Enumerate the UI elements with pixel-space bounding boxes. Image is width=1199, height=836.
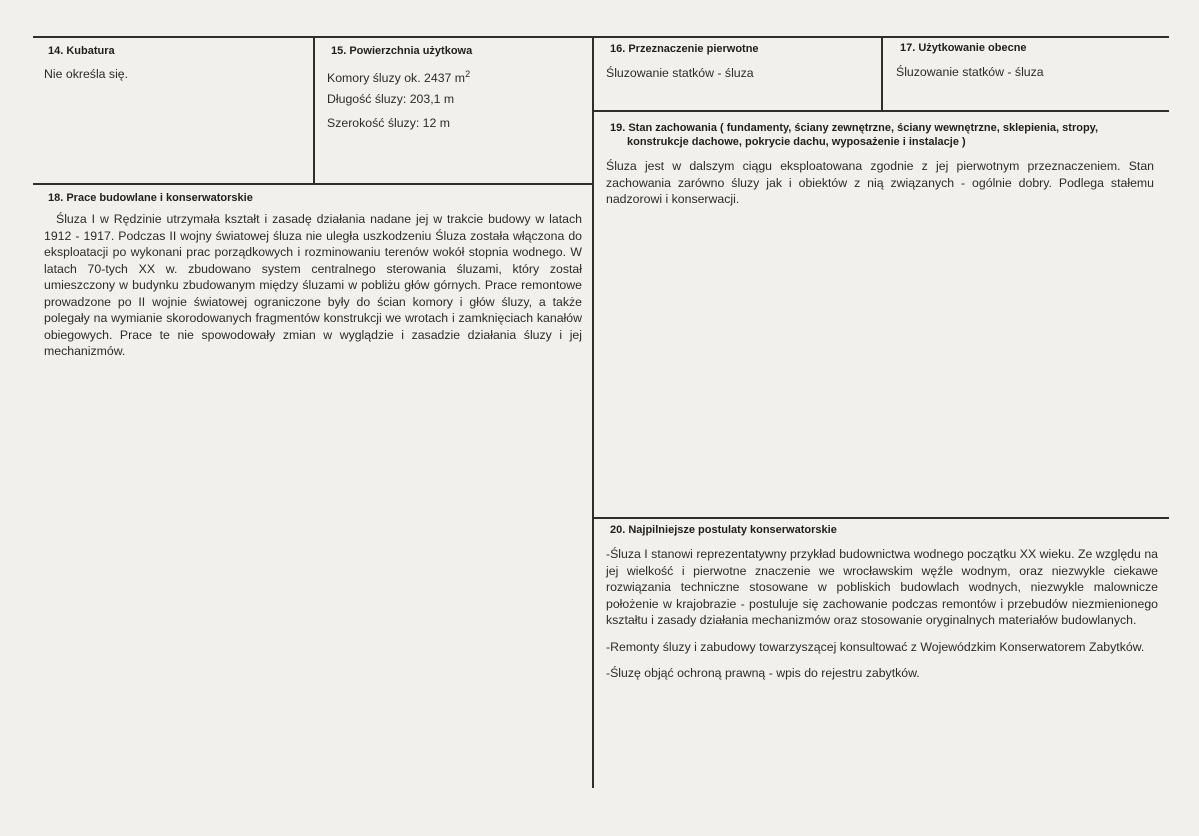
section-19-text: Śluza jest w dalszym ciągu eksploatowana zgodnie z jej pierwotnym przeznaczeniem. Stan zachowania zarówno śluzy jak i obiektów z nią związanych - ogólnie dobry. Podlega stałemu nadzorowi i konserwacji. [606,159,1154,206]
section-20-title: 20. Najpilniejsze postulaty konserwatorskie [610,524,837,536]
rule-mid-right [593,517,1169,519]
section-19-title-line-1: 19. Stan zachowania ( fundamenty, ściany zewnętrzne, ściany wewnętrzne, sklepienia, stropy, [610,122,1099,134]
rule-col-2 [592,36,594,788]
section-15-title: 15. Powierzchnia użytkowa [331,45,473,57]
section-15-area [327,66,470,87]
section-20-paragraph-3: -Śluzę objąć ochroną prawną - wpis do rejestru zabytków. [606,666,920,680]
section-18-text: Śluza I w Rędzinie utrzymała kształt i zasadę działania nadane jej w trakcie budowy w latach 1912 - 1917. Podczas II wojny światowej śluza nie uległa uszkodzeniu Śluza została włączona do eksploatacji po wykonani prac porządkowych i rozminowaniu terenów wokół stopnia wodnego. W latach 70-tych XX w. zbudowano system centralnego sterowania śluzami, który został umieszczony w budynku zbudowanym między śluzami w pobliżu głów górnych. Prace remontowe prowadzone po II wojnie światowej ograniczone były do ścian komory i głów śluzy, a także polegały na wymianie skorodowanych fragmentów konstrukcji we wrotach i zamknięciach kanałów obiegowych. Prace te nie spowodowały zmian w wyglądzie i zasadzie działania śluzy i jej mechanizmów. [44,212,582,358]
section-17-title: 17. Użytkowanie obecne [900,42,1027,54]
section-16-text: Śluzowanie statków - śluza [606,66,754,80]
section-15-area-unit-sup: 2 [465,69,471,79]
section-17-text: Śluzowanie statków - śluza [896,65,1044,79]
section-15-width: Szerokość śluzy: 12 m [327,116,451,130]
section-14-text: Nie określa się. [44,67,129,81]
section-14-title: 14. Kubatura [48,45,115,57]
section-18-title: 18. Prace budowlane i konserwatorskie [48,192,253,204]
rule-col-1 [313,36,315,184]
section-20-paragraph-2: -Remonty śluzy i zabudowy towarzyszącej konsultować z Wojewódzkim Konserwatorem Zabytków. [606,639,1145,654]
section-15-length: Długość śluzy: 203,1 m [327,92,455,106]
section-20-body [606,546,1158,682]
rule-top [33,36,1169,38]
section-20-paragraph-1: -Śluza I stanowi reprezentatywny przykład budownictwa wodnego początku XX wieku. Ze względu na jej wielkość i pierwotne znaczenie we wrocławskim węźle wodnym, oraz niezwykle ciekawe rozwiązania techniczne stosowane w pobliskich budowlach wodnych, niezwykle malownicze położenie w krajobrazie - postuluje się zachowanie podczas remontów i przebudów niezmienionego kształtu i zasady działania mechanizmów oraz stosowanie oryginalnych materiałów budowlanych. [606,547,1158,627]
rule-col-3 [881,36,883,111]
section-16-title: 16. Przeznaczenie pierwotne [610,43,759,55]
section-19-title-line-2: konstrukcje dachowe, pokrycie dachu, wyposażenie i instalacje ) [627,136,966,148]
section-15-area-text: Komory śluzy ok. 2437 m [327,71,466,86]
